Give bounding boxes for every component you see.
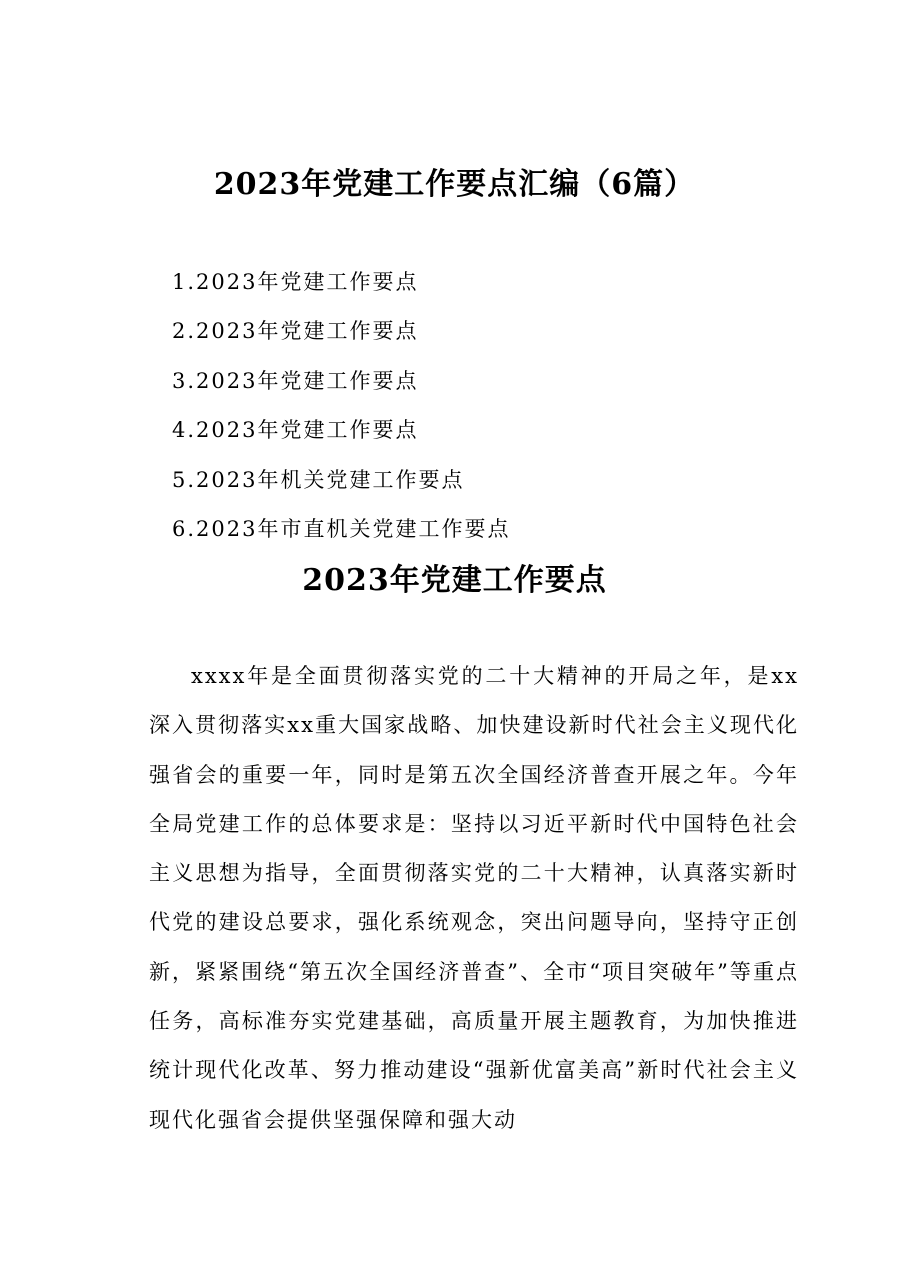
toc-item: 4.2023年党建工作要点 [172, 418, 419, 443]
document-title: 2023年党建工作要点汇编（6篇） [213, 167, 696, 202]
toc-item: 2.2023年党建工作要点 [172, 319, 419, 344]
toc-item: 3.2023年党建工作要点 [172, 368, 419, 393]
toc-item: 5.2023年机关党建工作要点 [172, 467, 465, 492]
body-paragraph: xxxx年是全面贯彻落实党的二十大精神的开局之年，是xx深入贯彻落实xx重大国家战略、加快建设新时代社会主义现代化强省会的重要一年，同时是第五次全国经济普查开展之年。今年全局党建工作的总体要求是：坚持以习近平新时代中国特色社会主义思想为指导，全面贯彻落实党的二十大精神，认真落实新时代党的建设总要求，强化系统观念，突出问题导向，坚持守正创新，紧紧围绕“第五次全国经济普查”、全市“项目突破年”等重点任务，高标准夯实党建基础，高质量开展主题教育，为加快推进统计现代化改革、努力推动建设“强新优富美高”新时代社会主义现代化强省会提供坚强保障和强大动 [149, 664, 799, 1132]
table-of-contents [172, 258, 510, 554]
section-title: 2023年党建工作要点 [302, 563, 607, 598]
toc-item: 1.2023年党建工作要点 [172, 270, 419, 294]
toc-item: 6.2023年市直机关党建工作要点 [172, 516, 511, 541]
